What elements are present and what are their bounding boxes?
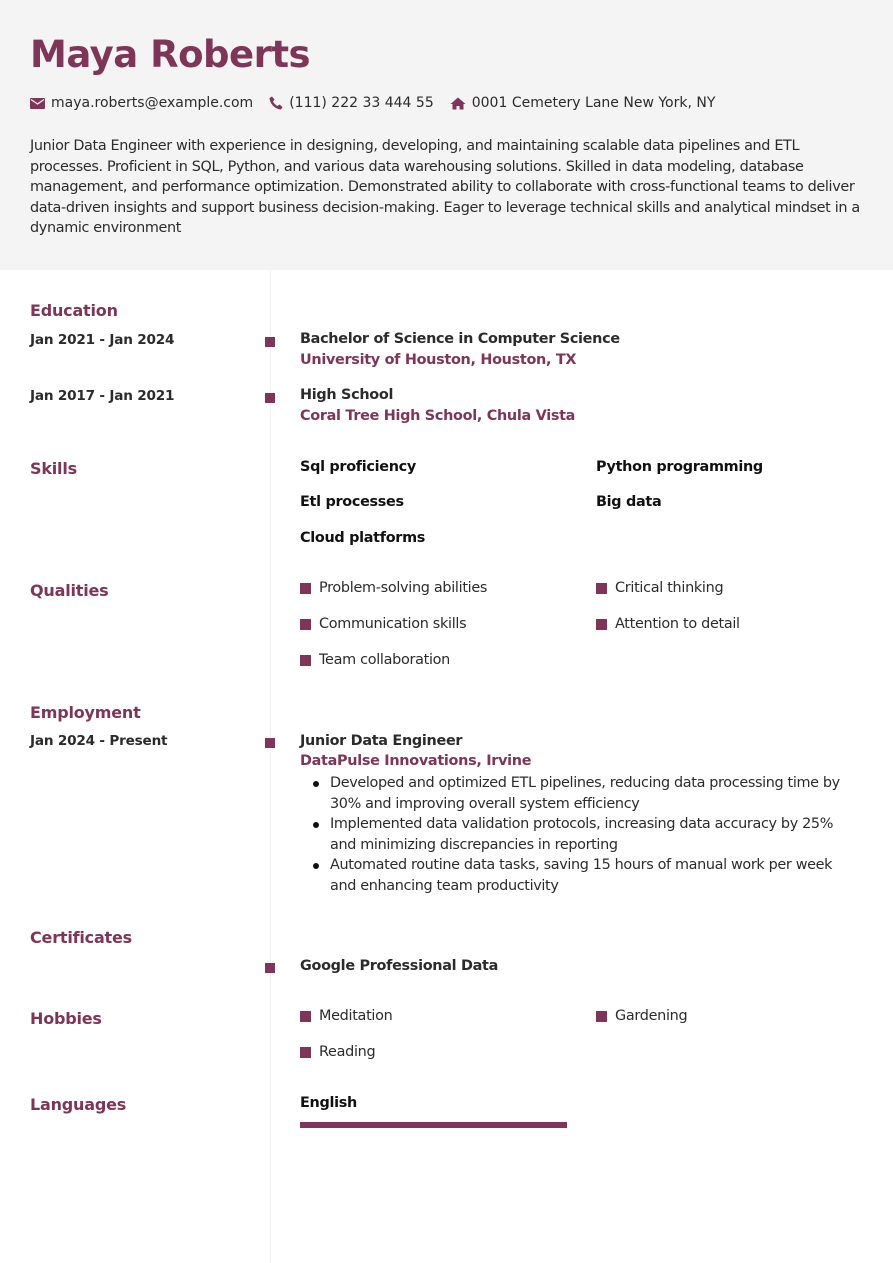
skill-item: Cloud platforms <box>300 530 426 546</box>
timeline-marker <box>265 393 275 403</box>
timeline-marker <box>265 337 275 347</box>
education-degree: Bachelor of Science in Computer Science <box>300 331 620 347</box>
quality-item: Critical thinking <box>596 580 723 596</box>
language-level-bar <box>300 1122 567 1128</box>
company-name: DataPulse Innovations, Irvine <box>300 753 532 769</box>
language-name: English <box>300 1095 357 1111</box>
contact-phone <box>269 95 434 111</box>
employment-dates: Jan 2024 - Present <box>30 733 168 749</box>
square-bullet-icon <box>596 1011 607 1022</box>
duty-item: Automated routine data tasks, saving 15 hours of manual work per week and enhancing team productivity <box>300 855 860 896</box>
quality-item: Problem-solving abilities <box>300 580 487 596</box>
skill-item: Big data <box>596 494 662 510</box>
email-text: maya.roberts@example.com <box>51 95 254 111</box>
education-school: Coral Tree High School, Chula Vista <box>300 408 576 424</box>
duty-item: Implemented data validation protocols, increasing data accuracy by 25% and minimizing discrepancies in reporting <box>300 814 860 855</box>
section-title-qualities: Qualities <box>30 581 109 600</box>
square-bullet-icon <box>300 655 311 666</box>
phone-text: (111) 222 33 444 55 <box>289 95 434 111</box>
duty-item: Developed and optimized ETL pipelines, reducing data processing time by 30% and improving overall system efficiency <box>300 773 860 814</box>
address-text: 0001 Cemetery Lane New York, NY <box>471 95 716 111</box>
contact-row <box>30 94 863 112</box>
section-title-employment: Employment <box>30 703 141 722</box>
job-title: Junior Data Engineer <box>300 733 463 749</box>
job-duties-list <box>300 773 860 897</box>
education-dates: Jan 2017 - Jan 2021 <box>30 388 175 404</box>
hobby-item: Meditation <box>300 1008 392 1024</box>
hobby-item: Gardening <box>596 1008 687 1024</box>
phone-icon <box>269 96 283 110</box>
section-title-certificates: Certificates <box>30 928 132 947</box>
section-title-languages: Languages <box>30 1095 127 1114</box>
quality-item: Team collaboration <box>300 652 450 668</box>
skill-item: Python programming <box>596 459 763 475</box>
skill-item: Etl processes <box>300 494 404 510</box>
resume-header <box>0 0 893 270</box>
timeline-marker <box>265 738 275 748</box>
section-title-hobbies: Hobbies <box>30 1009 102 1028</box>
home-icon <box>450 97 466 110</box>
hobby-item: Reading <box>300 1044 375 1060</box>
profile-summary: Junior Data Engineer with experience in designing, developing, and maintaining scalable data pipelines and ETL processes. Proficient in SQL, Python, and various data warehousing solutions. Skilled in data modeling, database management, and performance optimization. Demonstrated ability to collaborate with cross-functional teams to deliver data-driven insights and support business decision-making. Eager to leverage technical skills and analytical mindset in a dynamic environment <box>30 138 860 237</box>
certificate-name: Google Professional Data <box>300 958 499 974</box>
education-dates: Jan 2021 - Jan 2024 <box>30 332 175 348</box>
section-title-education: Education <box>30 301 118 320</box>
education-degree: High School <box>300 387 394 403</box>
candidate-name: Maya Roberts <box>30 33 311 76</box>
square-bullet-icon <box>300 1047 311 1058</box>
education-school: University of Houston, Houston, TX <box>300 352 577 368</box>
contact-email <box>30 95 253 111</box>
square-bullet-icon <box>300 1011 311 1022</box>
timeline-marker <box>265 963 275 973</box>
skill-item: Sql proficiency <box>300 459 416 475</box>
quality-item: Communication skills <box>300 616 466 632</box>
envelope-icon <box>30 98 45 109</box>
section-title-skills: Skills <box>30 459 77 478</box>
square-bullet-icon <box>596 619 607 630</box>
column-divider <box>270 270 271 1263</box>
square-bullet-icon <box>300 619 311 630</box>
square-bullet-icon <box>596 583 607 594</box>
square-bullet-icon <box>300 583 311 594</box>
contact-address <box>450 95 716 111</box>
quality-item: Attention to detail <box>596 616 740 632</box>
